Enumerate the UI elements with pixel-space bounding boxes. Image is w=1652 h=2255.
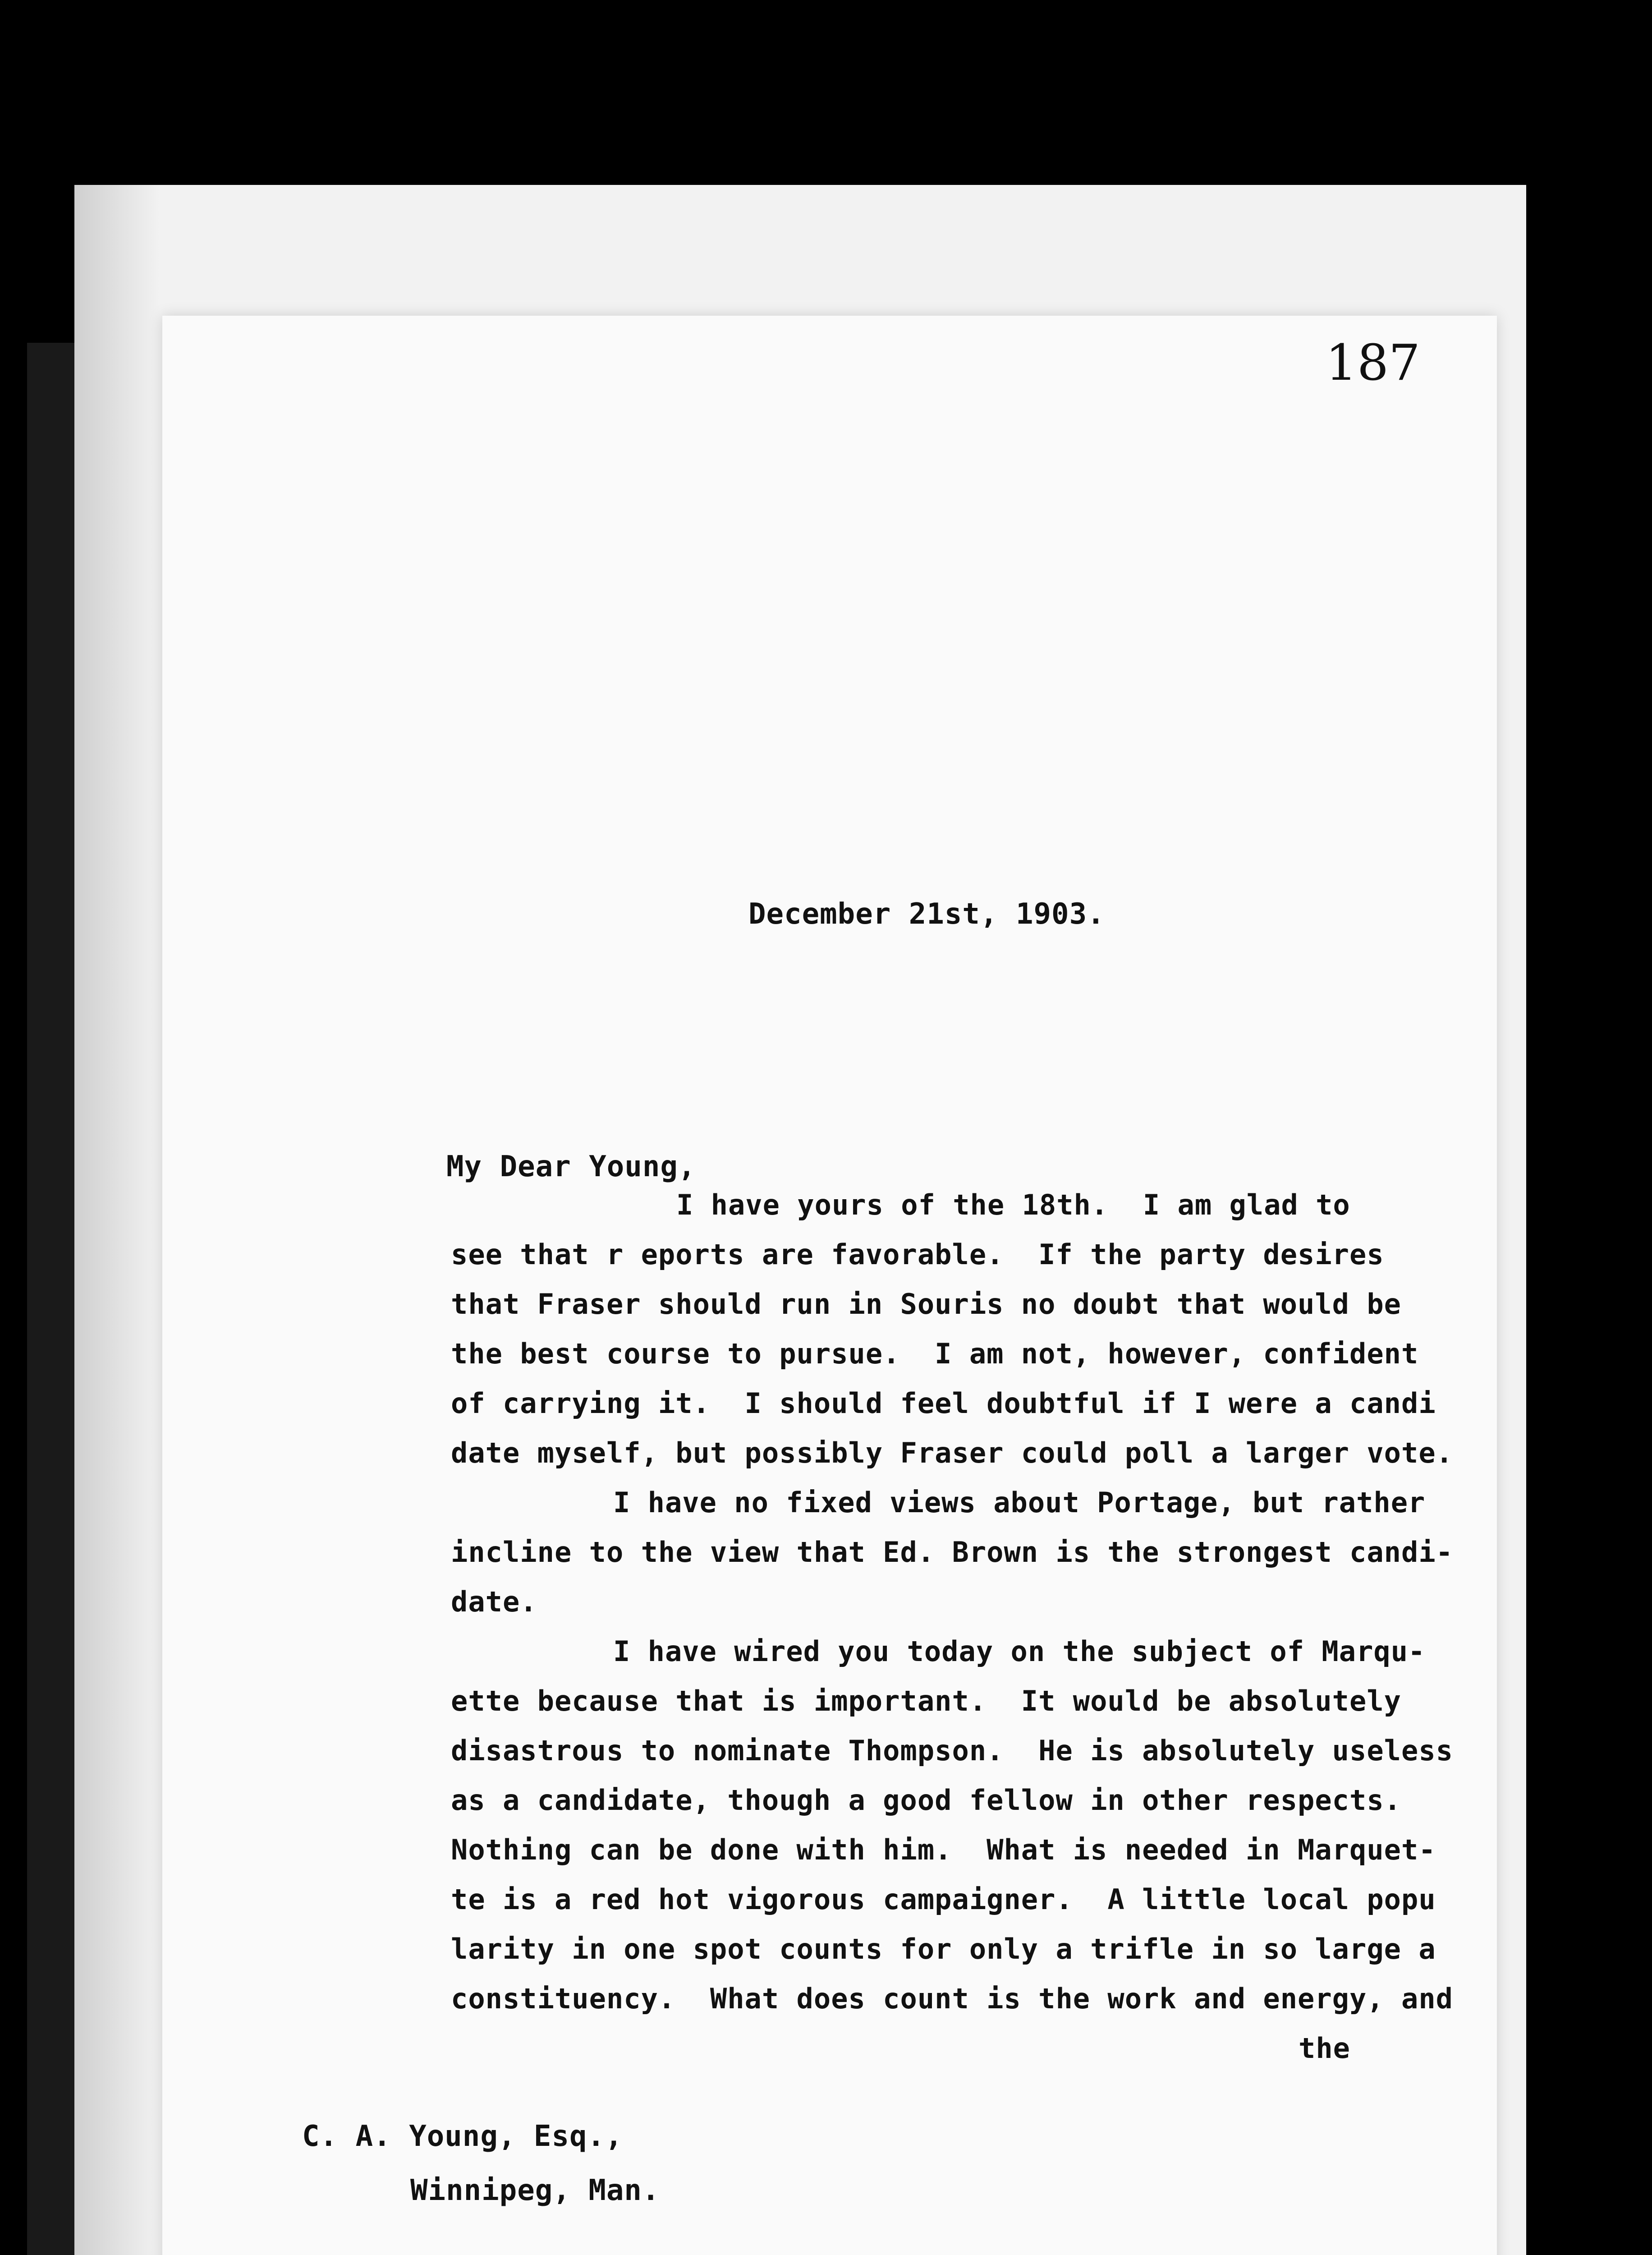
- letter-line: incline to the view that Ed. Brown is the strongest candi-: [451, 1536, 1453, 1569]
- letter-line: constituency. What does count is the work and energy, and: [451, 1982, 1453, 2015]
- letter-line: the: [1299, 2032, 1350, 2065]
- letter-line: the best course to pursue. I am not, however, confident: [451, 1337, 1419, 1370]
- letter-line: disastrous to nominate Thompson. He is absolutely useless: [451, 1734, 1453, 1767]
- letter-line: as a candidate, though a good fellow in other respects.: [451, 1784, 1401, 1817]
- letter-line: see that r eports are favorable. If the party desires: [451, 1238, 1384, 1271]
- page-number: 187: [1326, 334, 1420, 391]
- letter-line: date myself, but possibly Fraser could poll a larger vote.: [451, 1436, 1453, 1469]
- letter-line: of carrying it. I should feel doubtful if I were a candi: [451, 1387, 1436, 1420]
- letter-line: date.: [451, 1585, 537, 1618]
- letter-line: ette because that is important. It would be absolutely: [451, 1684, 1401, 1717]
- addressee-city: Winnipeg, Man.: [410, 2174, 660, 2207]
- letter-line: that Fraser should run in Souris no doubt that would be: [451, 1288, 1401, 1321]
- letter-line: I have yours of the 18th. I am glad to: [676, 1188, 1350, 1221]
- letter-line: I have no fixed views about Portage, but rather: [613, 1486, 1426, 1519]
- letter-line: I have wired you today on the subject of Marqu-: [613, 1635, 1426, 1668]
- letter-line: Nothing can be done with him. What is needed in Marquet-: [451, 1833, 1436, 1866]
- letter-date: December 21st, 1903.: [748, 897, 1105, 931]
- letter-line: te is a red hot vigorous campaigner. A little local popu: [451, 1883, 1436, 1916]
- letter-salutation: My Dear Young,: [446, 1150, 696, 1183]
- addressee-name: C. A. Young, Esq.,: [302, 2120, 623, 2153]
- letter-line: larity in one spot counts for only a trifle in so large a: [451, 1933, 1436, 1965]
